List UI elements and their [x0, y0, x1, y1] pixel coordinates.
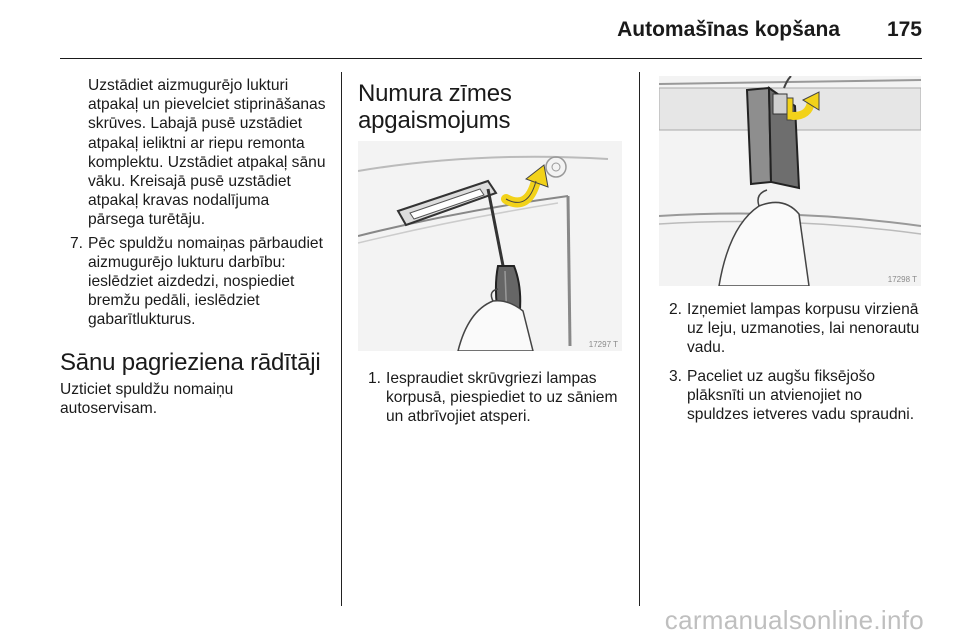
column-1 — [60, 76, 328, 418]
step-1-number: 1. — [368, 370, 382, 387]
step-1 — [358, 369, 626, 427]
section-paragraph-turn-indicators: Uzticiet spuldžu nomaiņu autoservisam. — [60, 380, 234, 417]
continuation-paragraph: Uzstādiet aizmugurējo lukturi atpakaļ un pievelciet stiprināšanas skrūves. Labajā pusē uzstādiet atpakaļ ieliktni ar riepu remonta komplektu. Uzstādiet atpakaļ sānu vāku. Kreisajā pusē uzstādiet atpakaļ kravas nodalījuma pārsega turētāju. — [88, 77, 326, 229]
watermark: carmanualsonline.info — [664, 605, 924, 635]
step-1-text: Iespraudiet skrūvgriezi lampas korpusā, piespiediet to uz sāniem un atbrīvojiet atsperi. — [386, 370, 618, 426]
step-7-text: Pēc spuldžu nomaiņas pārbaudiet aizmugurējo lukturu darbību: ieslēdziet aizdedzi, nospiediet bremžu pedāli, ieslēdziet gabarītlukturus. — [88, 234, 323, 329]
figure-code-17297: 17297 T — [588, 340, 618, 349]
running-header-title: Automašīnas kopšana — [617, 18, 840, 41]
step-3 — [659, 367, 923, 425]
step-7 — [60, 234, 328, 330]
section-heading-license-plate-light: Numura zīmes apgaismojums — [358, 80, 512, 134]
column-divider-left — [341, 72, 342, 606]
step-2 — [659, 300, 923, 358]
column-divider-right — [639, 72, 640, 606]
figure-license-plate-screwdriver — [358, 141, 622, 351]
step-3-number: 3. — [669, 367, 683, 385]
column-2 — [358, 76, 626, 427]
column-3 — [659, 76, 923, 424]
step-2-number: 2. — [669, 301, 683, 318]
step-2-text: Izņemiet lampas korpusu virzienā uz leju, uzmanoties, lai nenorautu vadu. — [687, 301, 920, 357]
figure-code-17298: 17298 T — [887, 275, 917, 284]
header-rule — [60, 58, 922, 59]
figure-lamp-housing-removal — [659, 76, 921, 286]
page-number: 175 — [886, 18, 922, 41]
screwdriver-illustration — [358, 141, 622, 351]
step-7-number: 7. — [70, 234, 84, 252]
step-3-text: Paceliet uz augšu fiksējošo plāksnīti un atvienojiet no spuldzes ietveres vadu spraudni. — [687, 367, 915, 424]
section-heading-turn-indicators: Sānu pagrieziena rādītāji — [60, 348, 321, 376]
lamp-housing-illustration — [659, 76, 921, 286]
